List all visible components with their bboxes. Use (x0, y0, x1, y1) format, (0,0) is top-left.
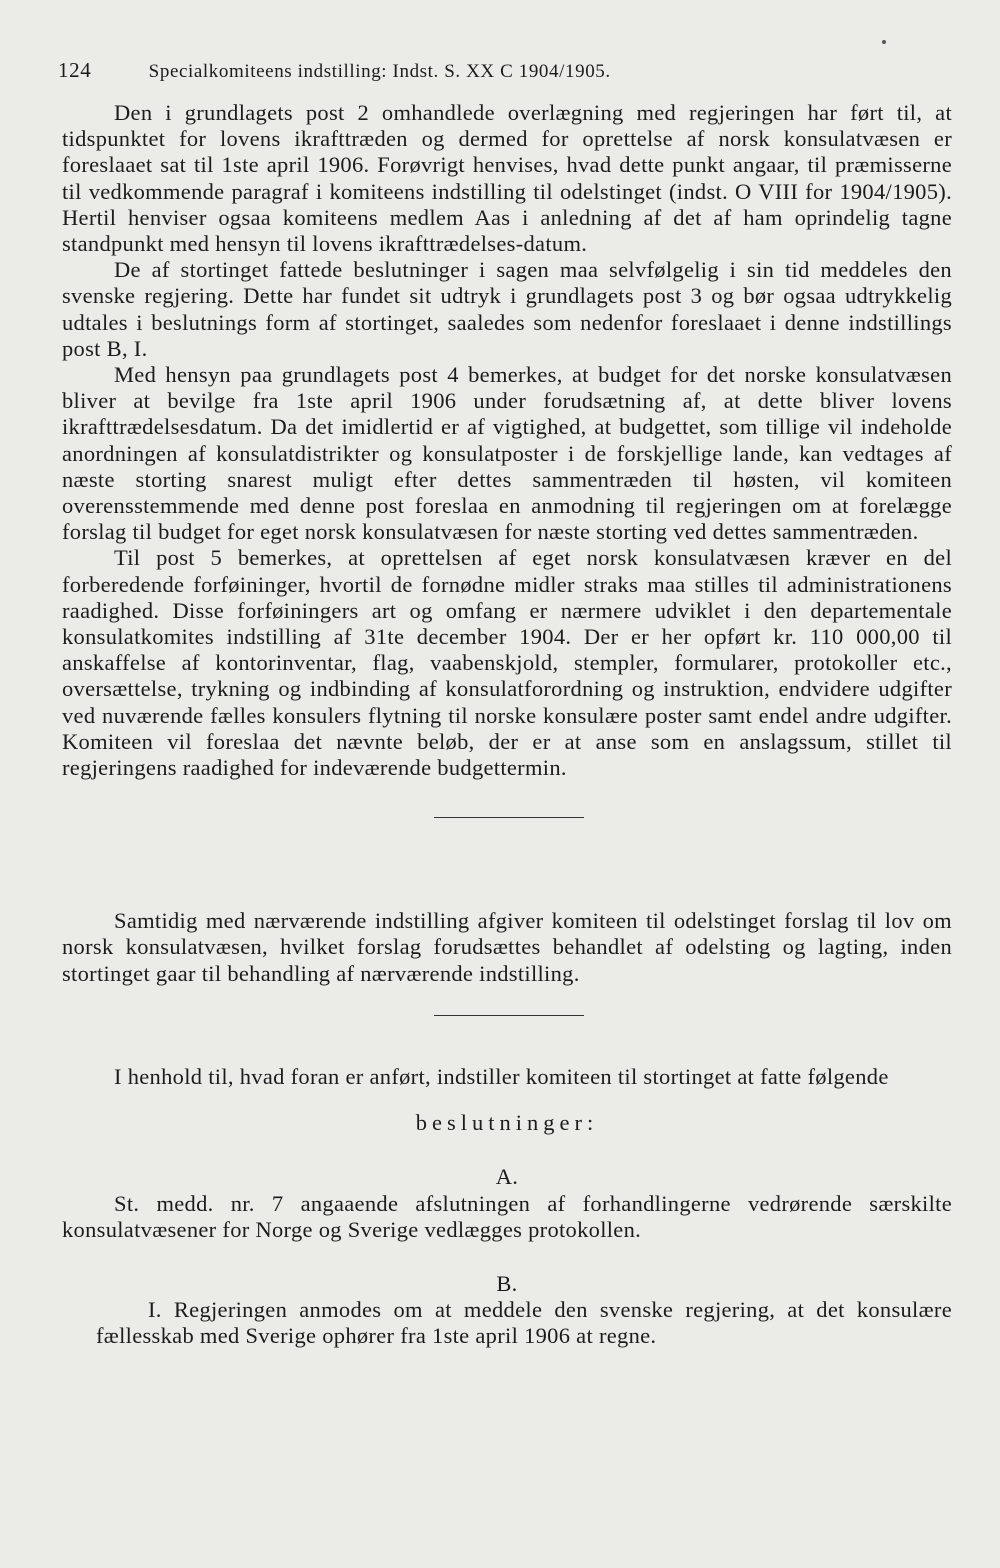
paragraph: De af stortinget fattede beslutninger i sagen maa selvfølgelig i sin tid meddeles den svenske regjering. Dette har fundet sit udtryk i grundlagets post 3 og bør ogsaa udtrykkelig udtales i beslutnings form af stortinget, saaledes som nedenfor foreslaaet i denne indstillings post B, I. (62, 257, 952, 361)
document-body (62, 100, 952, 1350)
section-a-label: A. (495, 1164, 519, 1190)
section-a-text: St. medd. nr. 7 angaaende afslutningen af forhandlingerne vedrørende særskilte konsulatvæsener for Norge og Sverige vedlægges protokollen. (62, 1190, 952, 1242)
section-divider (434, 1015, 584, 1016)
section-b-item (62, 1297, 952, 1349)
paragraph: I henhold til, hvad foran er anført, indstiller komiteen til stortinget at fatte følgende (114, 1063, 889, 1089)
paragraph: Med hensyn paa grundlagets post 4 bemerkes, at budget for det norske konsulatvæsen bliver at bevilge fra 1ste april 1906 under forudsætning af, at dette bliver lovens ikrafttrædelsesdatum. Da det imidlertid er af vigtighed, at budgettet, som tillige vil indeholde anordningen af konsulatdistrikter og konsulatposter i de forskjellige lande, kan vedtages af næste storting snarest muligt efter dettes sammentræden til høsten, vil komiteen overensstemmende med denne post foreslaa en anmodning til regjeringen om at forelægge forslag til budget for eget norsk konsulatvæsen for næste storting ved dettes sammentræden. (62, 362, 952, 545)
section-b-label: B. (496, 1270, 518, 1296)
paragraph: Den i grundlagets post 2 omhandlede overlægning med regjeringen har ført til, at tidspunktet for lovens ikrafttræden og dermed for oprettelse af norsk konsulatvæsen er foreslaaet sat til 1ste april 1906. Forøvrigt henvises, hvad dette punkt angaar, til præmisserne til vedkommende paragraf i komiteens indstilling til odelstinget (indst. O VIII for 1904/1905). Hertil henviser ogsaa komiteens medlem Aas i anledning af det af ham oprindelig tagne standpunkt med hensyn til lovens ikrafttrædelses-datum. (62, 100, 952, 257)
item-number: I. (148, 1297, 162, 1323)
item-text: Regjeringen anmodes om at meddele den svenske regjering, at det konsulære fællesskab med Sverige ophører fra 1ste april 1906 at regne. (96, 1297, 952, 1349)
page-number: 124 (58, 58, 92, 82)
resolutions-heading: beslutninger: (415, 1110, 599, 1136)
running-title: Specialkomiteens indstilling: Indst. S. XX C 1904/1905. (148, 61, 611, 82)
paragraph: Samtidig med nærværende indstilling afgiver komiteen til odelstinget forslag til lov om norsk konsulatvæsen, hvilket forslag forudsættes behandlet af odelsting og lagting, inden stortinget gaar til behandling af nærværende indstilling. (62, 908, 952, 986)
section-divider (434, 817, 584, 818)
page-header (58, 58, 938, 83)
ink-speck (882, 40, 886, 44)
paragraph: Til post 5 bemerkes, at oprettelsen af eget norsk konsulatvæsen kræver en del forberedende forføininger, hvortil de fornødne midler straks maa stilles til administrationens raadighed. Disse forføiningers art og omfang er nærmere udviklet i den departementale konsulatkomites indstilling af 31te december 1904. Der er her opført kr. 110 000,00 til anskaffelse af kontorinventar, flag, vaabenskjold, stempler, formularer, protokoller etc., oversættelse, trykning og indbinding af konsulatforordning og instruktion, endvidere udgifter ved nuværende fælles konsulers flytning til norske konsulære poster samt endel andre udgifter. Komiteen vil foreslaa det nævnte beløb, der er at anse som en anslagssum, stillet til regjeringens raadighed for indeværende budgettermin. (62, 545, 952, 781)
